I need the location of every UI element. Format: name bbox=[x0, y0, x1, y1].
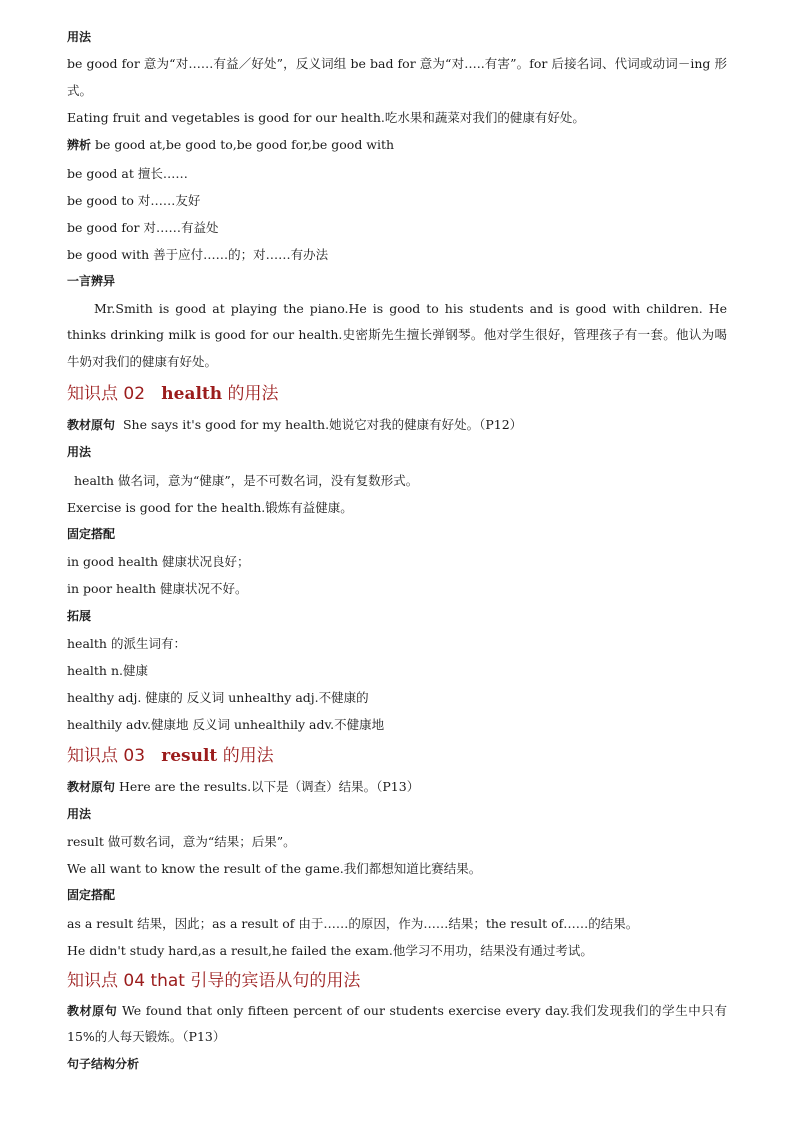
usage-label: 用法 bbox=[67, 445, 92, 460]
example-sentence: Exercise is good for the health.锻炼有益健康。 bbox=[67, 499, 353, 515]
origin-line bbox=[67, 998, 727, 1051]
origin-label: 教材原句 bbox=[67, 1003, 118, 1018]
analysis-item: be good with 善于应付……的；对……有办法 bbox=[67, 247, 329, 263]
origin-line bbox=[67, 773, 727, 801]
heading-keyword: health bbox=[161, 384, 223, 405]
usage-label: 用法 bbox=[67, 806, 92, 821]
origin-text: We found that only fifteen percent of our students exercise every day.我们发现我们的学生中只有 15%的人每天锻炼。（P13） bbox=[67, 1002, 727, 1045]
extension-item: healthy adj. 健康的 反义词 unhealthy adj.不健康的 bbox=[67, 690, 369, 706]
document-body bbox=[67, 24, 727, 1078]
origin-label: 教材原句 bbox=[67, 779, 116, 794]
fixed-item: in poor health 健康状况不好。 bbox=[67, 581, 248, 597]
analysis-line bbox=[67, 131, 727, 159]
extension-intro: health 的派生词有： bbox=[67, 635, 186, 651]
example-sentence: He didn't study hard,as a result,he failed the exam.他学习不用功，结果没有通过考试。 bbox=[67, 942, 593, 958]
extension-label: 拓展 bbox=[67, 608, 92, 623]
heading-number: 知识点 03 bbox=[67, 745, 146, 766]
analysis-item: be good for 对……有益处 bbox=[67, 220, 219, 236]
analysis-label: 辨析 bbox=[67, 138, 92, 153]
fixed-item: in good health 健康状况良好； bbox=[67, 554, 250, 570]
structure-label: 句子结构分析 bbox=[67, 1056, 140, 1071]
heading-keyword: result bbox=[161, 745, 218, 766]
origin-text: Here are the results.以下是（调查）结果。（P13） bbox=[119, 778, 420, 794]
heading-number: 知识点 02 bbox=[67, 384, 146, 405]
analysis-item: be good at 擅长…… bbox=[67, 165, 188, 181]
origin-line bbox=[67, 411, 727, 439]
example-sentence: We all want to know the result of the game.我们都想知道比赛结果。 bbox=[67, 861, 482, 877]
usage-text: health 做名词，意为“健康”，是不可数名词，没有复数形式。 bbox=[74, 472, 419, 488]
extension-item: health n.健康 bbox=[67, 662, 148, 678]
one-word-label: 一言辨异 bbox=[67, 274, 116, 289]
extension-item: healthily adv.健康地 反义词 unhealthily adv.不健康地 bbox=[67, 717, 385, 733]
section-heading-result bbox=[67, 739, 727, 773]
heading-tail: 的用法 bbox=[222, 745, 274, 766]
origin-label: 教材原句 bbox=[67, 418, 116, 433]
usage-text: result 做可数名词，意为“结果；后果”。 bbox=[67, 833, 296, 849]
usage-label: 用法 bbox=[67, 30, 92, 44]
analysis-text: be good at,be good to,be good for,be good with bbox=[95, 137, 395, 153]
fixed-label: 固定搭配 bbox=[67, 888, 116, 903]
section-heading-that-clause: 知识点 04 that 引导的宾语从句的用法 bbox=[67, 970, 361, 991]
fixed-text: as a result 结果，因此；as a result of 由于……的原因，作为……结果；the result of……的结果。 bbox=[67, 915, 639, 931]
origin-text: She says it's good for my health.她说它对我的健康有好处。（P12） bbox=[122, 417, 523, 433]
analysis-item: be good to 对……友好 bbox=[67, 192, 201, 208]
example-sentence: Eating fruit and vegetables is good for our health.吃水果和蔬菜对我们的健康有好处。 bbox=[67, 110, 585, 126]
usage-text: be good for 意为“对……有益／好处”，反义词组 be bad for 意为“对…..有害”。for 后接名词、代词或动词－ing 形式。 bbox=[67, 56, 727, 98]
section-heading-health bbox=[67, 377, 727, 411]
one-word-text: Mr.Smith is good at playing the piano.He is good to his students and is good with children. He thinks drinking milk is good for our health.史密斯先生擅长弹钢琴。他对学生很好，管理孩子有一套。他认为喝牛奶对我们的健康有好处。 bbox=[67, 300, 727, 369]
heading-tail: 的用法 bbox=[227, 384, 279, 405]
fixed-label: 固定搭配 bbox=[67, 526, 116, 541]
